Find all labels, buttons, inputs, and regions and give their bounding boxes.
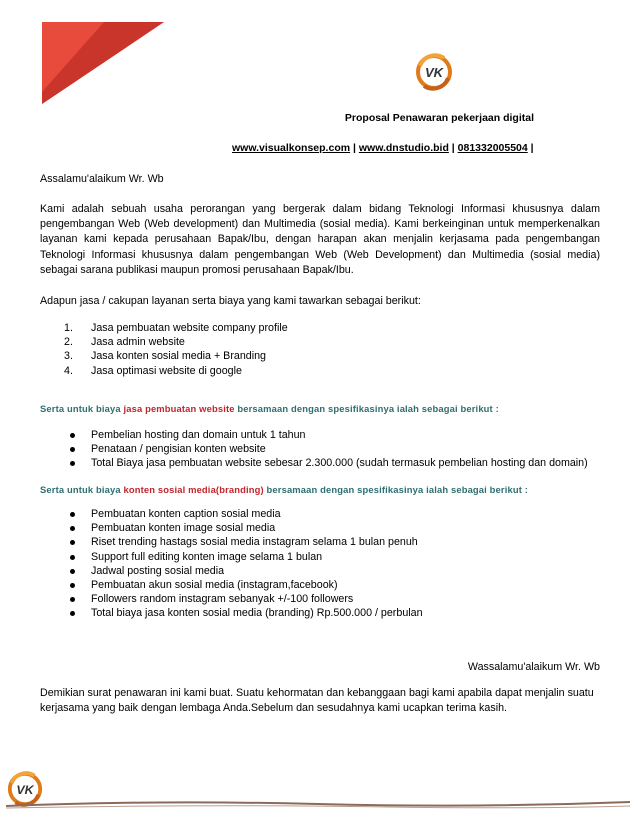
bullet-icon <box>70 611 75 616</box>
vk-logo-icon <box>414 52 454 92</box>
list-item: 1. Jasa pembuatan website company profile <box>64 322 288 334</box>
list-item: Jadwal posting sosial media <box>64 564 423 578</box>
separator: | <box>350 142 359 154</box>
list-item: Pembelian hosting dan domain untuk 1 tahun <box>64 428 588 442</box>
list-item: 4. Jasa optimasi website di google <box>64 364 242 377</box>
list-item: Penataan / pengisian konten website <box>64 442 588 456</box>
separator: | <box>527 142 534 154</box>
bullet-icon <box>70 555 75 560</box>
list-item: Support full editing konten image selama 1 bulan <box>64 550 423 564</box>
website-link-visualkonsep[interactable]: www.visualkonsep.com <box>232 142 351 154</box>
bullet-icon <box>70 569 75 574</box>
footer-decoration-line <box>6 798 630 810</box>
website-link-dnstudio[interactable]: www.dnstudio.bid <box>358 142 449 154</box>
phone-number: 081332005504 <box>457 142 528 154</box>
closing-greeting: Wassalamu'alaikum Wr. Wb <box>467 661 600 673</box>
svg-text:VK: VK <box>424 65 444 80</box>
website-spec-list <box>64 428 588 471</box>
bullet-icon <box>70 447 75 452</box>
list-item: Pembuatan akun sosial media (instagram,facebook) <box>64 578 423 592</box>
services-intro: Adapun jasa / cakupan layanan serta biaya yang kami tawarkan sebagai berikut: <box>40 295 421 307</box>
section-heading-website: Serta untuk biaya jasa pembuatan website bersamaan dengan spesifikasinya ialah sebagai berikut : <box>40 403 499 414</box>
list-item: 3. Jasa konten sosial media + Branding <box>64 350 266 363</box>
bullet-icon <box>70 526 75 531</box>
bullet-icon <box>70 461 75 466</box>
services-list <box>64 321 288 378</box>
document-title: Proposal Penawaran pekerjaan digital <box>344 112 534 124</box>
bullet-icon <box>70 583 75 588</box>
svg-text:VK: VK <box>16 782 34 797</box>
bullet-icon <box>70 540 75 545</box>
list-item: Followers random instagram sebanyak +/-100 followers <box>64 592 423 606</box>
bullet-icon <box>70 433 75 438</box>
separator: | <box>448 142 458 154</box>
list-item: Pembuatan konten caption sosial media <box>64 507 423 521</box>
intro-paragraph: Kami adalah sebuah usaha perorangan yang bergerak dalam bidang Teknologi Informasi khususnya dalam pengembangan Web (Web development) dan Multimedia (sosial media). Kami berkeinginan untuk memperkenalkan layanan kami kepada perusahaan Bapak/Ibu, dengan harapan akan menjalin kerjasama pada pengembangan Teknologi Informasi khususnya dalam pengembangan Web (Web Development) dan Multimedia (sosial media) sebagai sarana publikasi maupun promosi perusahaan Bapak/Ibu. <box>40 203 600 276</box>
list-item: Total Biaya jasa pembuatan website sebesar 2.300.000 (sudah termasuk pembelian hosting dan domain) <box>64 456 588 470</box>
greeting: Assalamu'alaikum Wr. Wb <box>40 173 164 185</box>
section-heading-social: Serta untuk biaya konten sosial media(branding) bersamaan dengan spesifikasinya ialah sebagai berikut : <box>40 484 529 495</box>
list-item: Riset trending hastags sosial media instagram selama 1 bulan penuh <box>64 535 423 549</box>
closing-paragraph: Demikian surat penawaran ini kami buat. Suatu kehormatan dan kebanggaan bagi kami apabila dapat menjalin suatu kerjasama yang baik dengan lembaga Anda.Sebelum dan sesudahnya kami ucapkan terima kasih. <box>40 687 594 715</box>
list-item: 2. Jasa admin website <box>64 336 185 349</box>
bullet-icon <box>70 512 75 517</box>
list-item: Total biaya jasa konten sosial media (branding) Rp.500.000 / perbulan <box>64 606 423 620</box>
list-item: Pembuatan konten image sosial media <box>64 521 423 535</box>
header-decoration <box>42 22 164 104</box>
social-spec-list <box>64 507 423 621</box>
bullet-icon <box>70 597 75 602</box>
contact-line <box>232 142 534 154</box>
